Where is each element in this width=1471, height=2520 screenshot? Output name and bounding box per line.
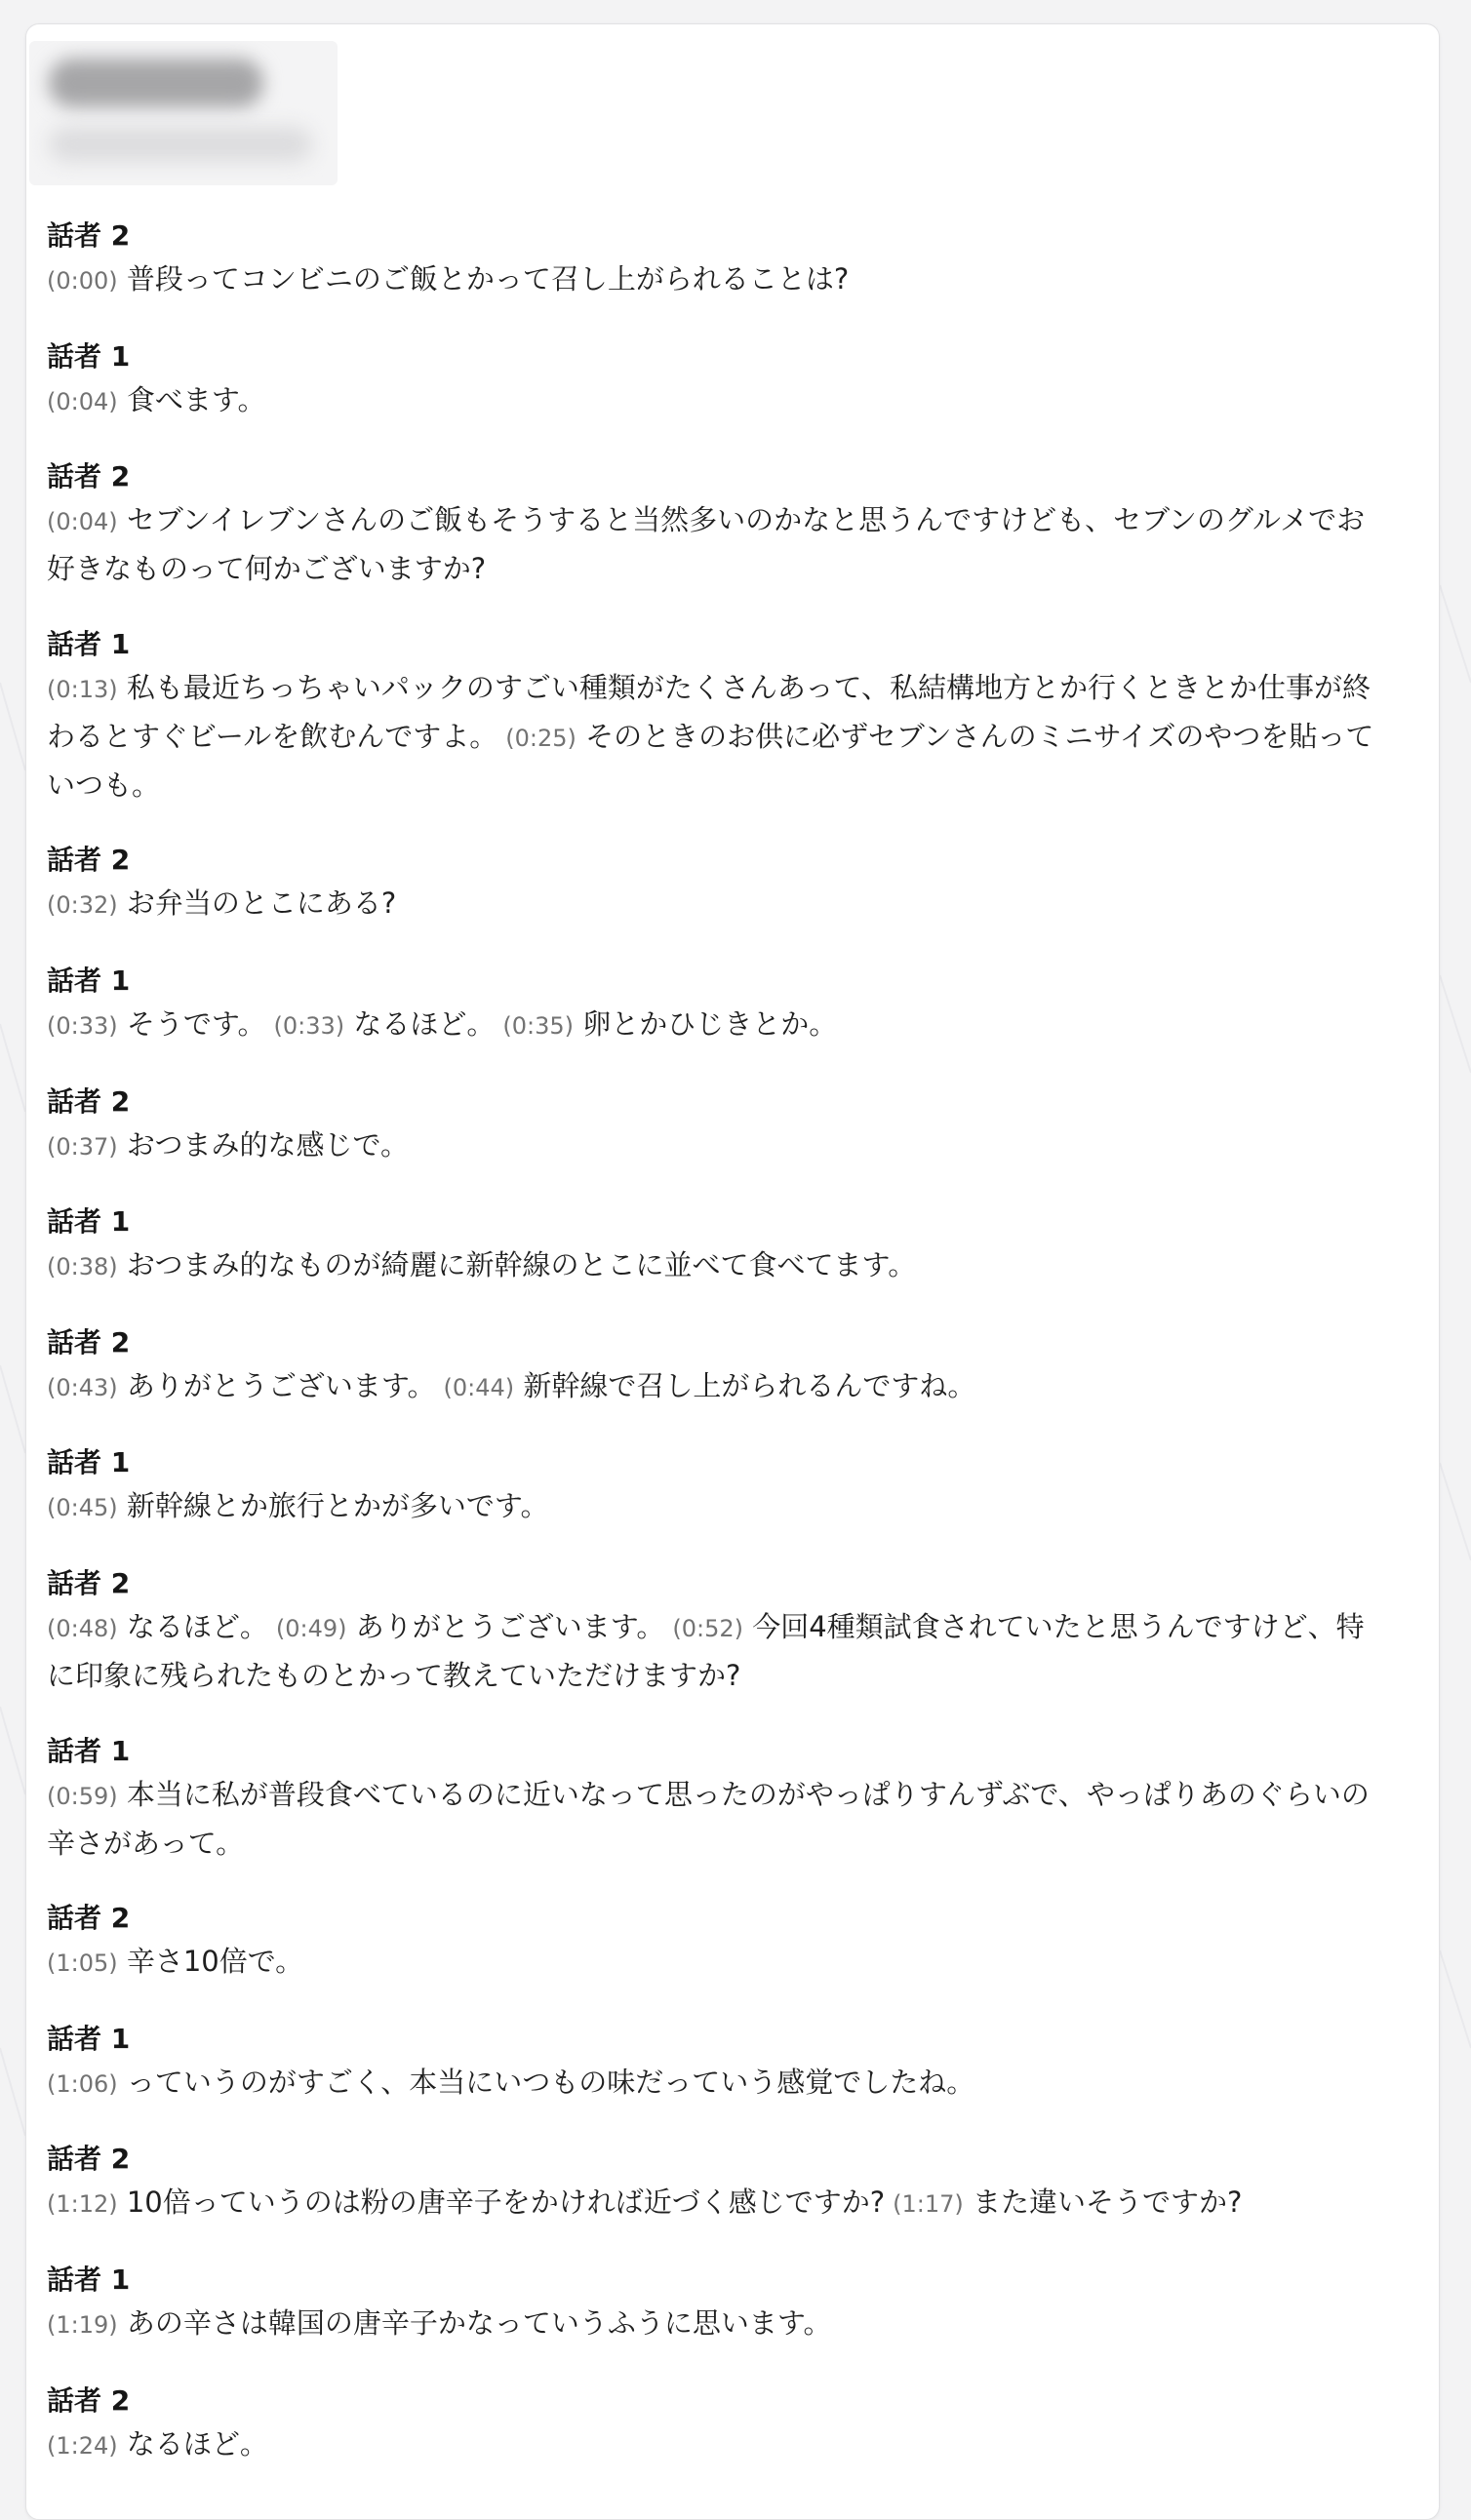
timestamp[interactable]: (0:48) bbox=[47, 1614, 118, 1642]
utterance bbox=[47, 1771, 1378, 1867]
segment-text: なるほど。 bbox=[126, 1609, 268, 1643]
segment-text: あの辛さは韓国の唐辛子かなっていうふうに思います。 bbox=[126, 2305, 832, 2340]
timestamp[interactable]: (0:33) bbox=[273, 1011, 345, 1040]
segment-text: そのときのお供に必ずセブンさんのミニサイズのやつを貼っていつも。 bbox=[47, 719, 1374, 802]
speaker-label: 話者 2 bbox=[47, 2143, 131, 2176]
timestamp[interactable]: (1:17) bbox=[893, 2190, 964, 2219]
segment-text: セブンイレブンさんのご飯もそうすると当然多いのかなと思うんですけども、セブンのグルメでお好きなものって何かございますか? bbox=[47, 503, 1366, 586]
timestamp[interactable]: (0:44) bbox=[443, 1373, 515, 1401]
segment-text: お弁当のとこにある? bbox=[126, 886, 397, 921]
speaker-label: 話者 2 bbox=[47, 219, 131, 252]
speaker-label: 話者 2 bbox=[47, 2383, 131, 2417]
redacted-header bbox=[29, 41, 338, 185]
utterance bbox=[47, 1241, 1378, 1290]
speaker-label: 話者 2 bbox=[47, 1902, 131, 1935]
transcript-turn bbox=[47, 625, 1378, 808]
transcript-turn bbox=[47, 962, 1378, 1049]
segment-text: 卵とかひじきとか。 bbox=[582, 1006, 838, 1041]
timestamp[interactable]: (0:49) bbox=[275, 1614, 347, 1642]
utterance bbox=[47, 1603, 1378, 1699]
speaker-label: 話者 2 bbox=[47, 844, 131, 877]
timestamp[interactable]: (0:32) bbox=[47, 891, 118, 920]
segment-text: なるほど。 bbox=[353, 1006, 496, 1041]
timestamp[interactable]: (0:25) bbox=[505, 724, 576, 752]
segment-text: 新幹線とか旅行とかが多いです。 bbox=[126, 1489, 549, 1523]
segment-text: そうです。 bbox=[126, 1006, 266, 1041]
utterance bbox=[47, 1122, 1378, 1170]
timestamp[interactable]: (0:04) bbox=[47, 387, 118, 415]
utterance bbox=[47, 2421, 1378, 2469]
transcript-turn bbox=[47, 457, 1378, 592]
transcript-turn bbox=[47, 2020, 1378, 2107]
timestamp[interactable]: (0:38) bbox=[47, 1253, 118, 1281]
utterance bbox=[47, 880, 1378, 928]
speaker-label: 話者 1 bbox=[47, 1734, 131, 1767]
timestamp[interactable]: (0:37) bbox=[47, 1132, 118, 1161]
segment-text: 私も最近ちっちゃいパックのすごい種類がたくさんあって、私結構地方とか行くときとか仕事が終わるとすぐビールを飲むんですよ。 bbox=[47, 670, 1371, 753]
transcript-turn bbox=[47, 2140, 1378, 2227]
transcript-turn bbox=[47, 1899, 1378, 1987]
transcript-turn bbox=[47, 1732, 1378, 1867]
timestamp[interactable]: (0:13) bbox=[47, 675, 118, 703]
speaker-label: 話者 1 bbox=[47, 2263, 131, 2296]
segment-text: ありがとうございます。 bbox=[126, 1368, 436, 1402]
timestamp[interactable]: (0:33) bbox=[47, 1011, 118, 1040]
segment-text: 食べます。 bbox=[126, 382, 266, 416]
utterance bbox=[47, 664, 1378, 808]
speaker-label: 話者 1 bbox=[47, 1205, 131, 1239]
utterance bbox=[47, 496, 1378, 592]
transcript-turn bbox=[47, 1564, 1378, 1699]
utterance bbox=[47, 2059, 1378, 2107]
transcript bbox=[47, 217, 1378, 2501]
segment-text: なるほど。 bbox=[126, 2426, 268, 2461]
timestamp[interactable]: (0:59) bbox=[47, 1782, 118, 1810]
utterance bbox=[47, 1362, 1378, 1411]
transcript-turn bbox=[47, 2261, 1378, 2348]
speaker-label: 話者 1 bbox=[47, 964, 131, 997]
utterance bbox=[47, 2179, 1378, 2227]
utterance bbox=[47, 1938, 1378, 1987]
timestamp[interactable]: (0:43) bbox=[47, 1373, 118, 1401]
segment-text: 今回4種類試食されていたと思うんですけど、特に印象に残られたものとかって教えていただけますか? bbox=[47, 1609, 1365, 1692]
speaker-label: 話者 1 bbox=[47, 339, 131, 373]
timestamp[interactable]: (1:06) bbox=[47, 2069, 118, 2098]
segment-text: 新幹線で召し上がられるんですね。 bbox=[523, 1368, 976, 1402]
segment-text: おつまみ的な感じで。 bbox=[126, 1127, 409, 1162]
segment-text: っていうのがすごく、本当にいつもの味だっていう感覚でしたね。 bbox=[126, 2065, 975, 2099]
timestamp[interactable]: (0:04) bbox=[47, 508, 118, 536]
utterance bbox=[47, 1001, 1378, 1049]
segment-text: 普段ってコンビニのご飯とかって召し上がられることは? bbox=[126, 262, 850, 295]
timestamp[interactable]: (0:52) bbox=[672, 1614, 744, 1642]
transcript-turn bbox=[47, 841, 1378, 928]
transcript-turn bbox=[47, 217, 1378, 304]
speaker-label: 話者 2 bbox=[47, 1566, 131, 1599]
redacted-title bbox=[49, 59, 263, 107]
segment-text: ありがとうございます。 bbox=[355, 1609, 665, 1643]
timestamp[interactable]: (0:35) bbox=[502, 1011, 575, 1040]
timestamp[interactable]: (1:19) bbox=[47, 2310, 118, 2339]
segment-text: 辛さ10倍で。 bbox=[126, 1945, 304, 1979]
segment-text: おつまみ的なものが綺麗に新幹線のとこに並べて食べてます。 bbox=[126, 1248, 917, 1282]
transcript-turn bbox=[47, 2382, 1378, 2469]
utterance bbox=[47, 256, 1378, 304]
timestamp[interactable]: (1:05) bbox=[47, 1949, 118, 1978]
redacted-subtitle bbox=[49, 127, 312, 162]
speaker-label: 話者 2 bbox=[47, 1325, 131, 1358]
speaker-label: 話者 2 bbox=[47, 1084, 131, 1118]
speaker-label: 話者 2 bbox=[47, 460, 131, 493]
utterance bbox=[47, 1482, 1378, 1531]
timestamp[interactable]: (0:45) bbox=[47, 1494, 118, 1522]
utterance bbox=[47, 2300, 1378, 2348]
segment-text: 10倍っていうのは粉の唐辛子をかければ近づく感じですか? bbox=[126, 2185, 886, 2220]
timestamp[interactable]: (0:00) bbox=[47, 267, 118, 295]
transcript-turn bbox=[47, 1083, 1378, 1170]
transcript-turn bbox=[47, 1202, 1378, 1290]
timestamp[interactable]: (1:12) bbox=[47, 2190, 118, 2219]
utterance bbox=[47, 376, 1378, 425]
transcript-turn bbox=[47, 1443, 1378, 1531]
speaker-label: 話者 1 bbox=[47, 1446, 131, 1479]
transcript-turn bbox=[47, 1323, 1378, 1411]
transcript-turn bbox=[47, 337, 1378, 425]
timestamp[interactable]: (1:24) bbox=[47, 2431, 118, 2460]
speaker-label: 話者 1 bbox=[47, 2022, 131, 2055]
segment-text: また違いそうですか? bbox=[972, 2185, 1243, 2220]
speaker-label: 話者 1 bbox=[47, 627, 131, 660]
segment-text: 本当に私が普段食べているのに近いなって思ったのがやっぱりすんずぶで、やっぱりあのぐらいの辛さがあって。 bbox=[47, 1777, 1370, 1860]
